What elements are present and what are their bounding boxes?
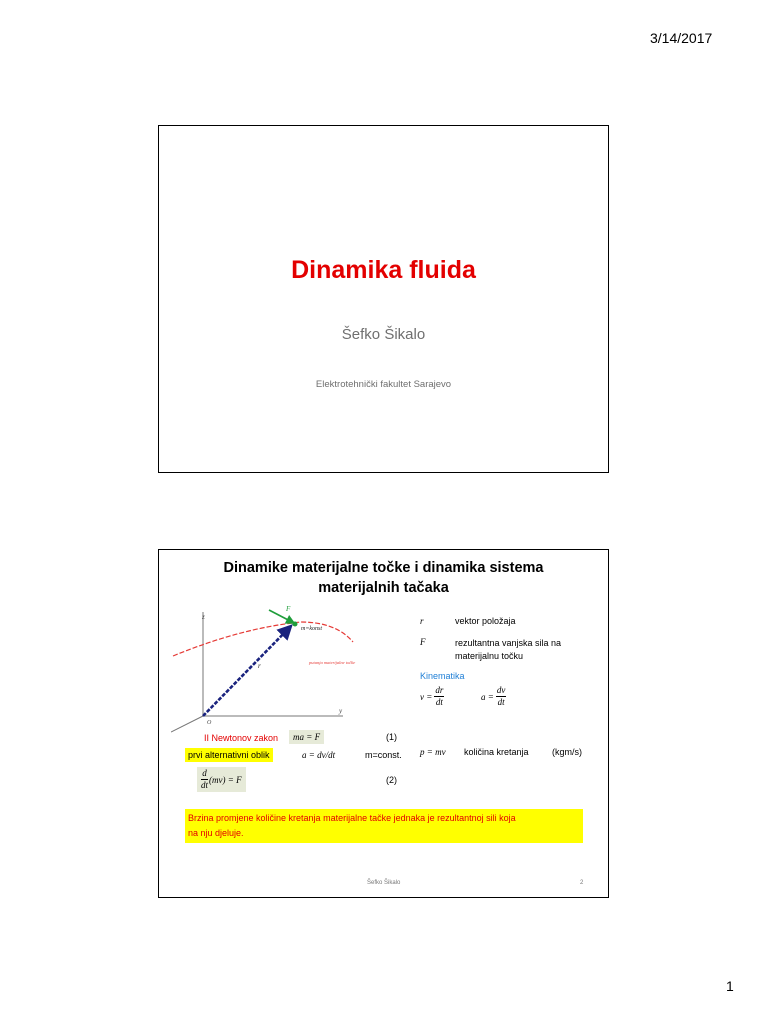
force-label: F	[286, 605, 291, 613]
slide-title	[158, 125, 609, 473]
f-description-line1: rezultantna vanjska sila na	[455, 638, 562, 648]
r-description: vektor položaja	[455, 616, 516, 626]
alternative-equation: a = dv/dt	[302, 750, 336, 760]
mass-constant: m=const.	[365, 750, 402, 760]
f-description-line2: materijalnu točku	[455, 651, 524, 661]
slide-title-heading: Dinamika fluida	[291, 256, 476, 284]
slide-heading-line2: materijalnih tačaka	[318, 580, 449, 596]
velocity-numerator: dr	[435, 685, 444, 695]
f-description	[455, 637, 561, 663]
newton-law-label: II Newtonov zakon	[204, 733, 279, 743]
acceleration-denominator: dt	[497, 697, 505, 707]
acceleration-fraction	[496, 686, 507, 707]
derivative-numerator: d	[202, 768, 207, 778]
r-label: r	[258, 662, 261, 670]
statement-line1: Brzina promjene količine kretanja materijalne tačke jednaka je rezultantnoj sili koja	[188, 813, 516, 823]
r-symbol: r	[420, 616, 424, 626]
derivative-denominator: dt	[201, 780, 209, 790]
trajectory-curve	[173, 622, 353, 656]
newton-equation: ma = F	[289, 730, 324, 744]
equation-2-number: (2)	[386, 775, 397, 785]
material-point	[293, 622, 298, 627]
vector-diagram	[171, 604, 381, 734]
slide-dynamics	[158, 549, 609, 898]
slide-heading-line1: Dinamike materijalne točke i dinamika sistema	[223, 560, 544, 576]
slide-footer-page: 2	[580, 880, 584, 886]
statement-box	[185, 809, 583, 843]
velocity-lhs: v =	[420, 691, 433, 702]
page-date: 3/14/2017	[650, 30, 713, 46]
slide-footer-author: Šefko Šikalo	[367, 880, 401, 886]
statement-line2: na nju djeluje.	[188, 828, 244, 838]
x-axis	[171, 716, 203, 732]
slide-heading	[159, 558, 608, 598]
derivative-rest: (mv) = F	[209, 774, 242, 785]
equation-1-number: (1)	[386, 732, 397, 742]
alternative-form-label: prvi alternativni oblik	[185, 748, 273, 762]
mass-label: m=konst	[301, 626, 323, 632]
slide-author: Šefko Šikalo	[341, 326, 426, 343]
slide-institution: Elektrotehnički fakultet Sarajevo	[315, 379, 452, 390]
momentum-derivative-equation	[197, 767, 246, 792]
axis-z-label: z	[202, 613, 205, 621]
axis-y-label: y	[339, 707, 343, 715]
velocity-fraction	[434, 686, 444, 707]
page-number: 1	[726, 978, 734, 994]
velocity-equation	[420, 686, 444, 707]
kinematika-heading: Kinematika	[420, 671, 465, 681]
momentum-equation: p = mv	[420, 747, 446, 757]
acceleration-numerator: dv	[496, 685, 506, 695]
trajectory-label: putanja materijalne točke	[309, 660, 356, 665]
momentum-label: količina kretanja	[464, 747, 529, 757]
f-symbol: F	[420, 637, 426, 647]
velocity-denominator: dt	[435, 697, 443, 707]
acceleration-equation	[481, 686, 506, 707]
derivative-fraction	[201, 769, 208, 790]
momentum-unit: (kgm/s)	[552, 747, 582, 757]
origin-label: O	[207, 720, 212, 726]
position-vector	[203, 626, 291, 716]
acceleration-lhs: a =	[481, 691, 494, 702]
